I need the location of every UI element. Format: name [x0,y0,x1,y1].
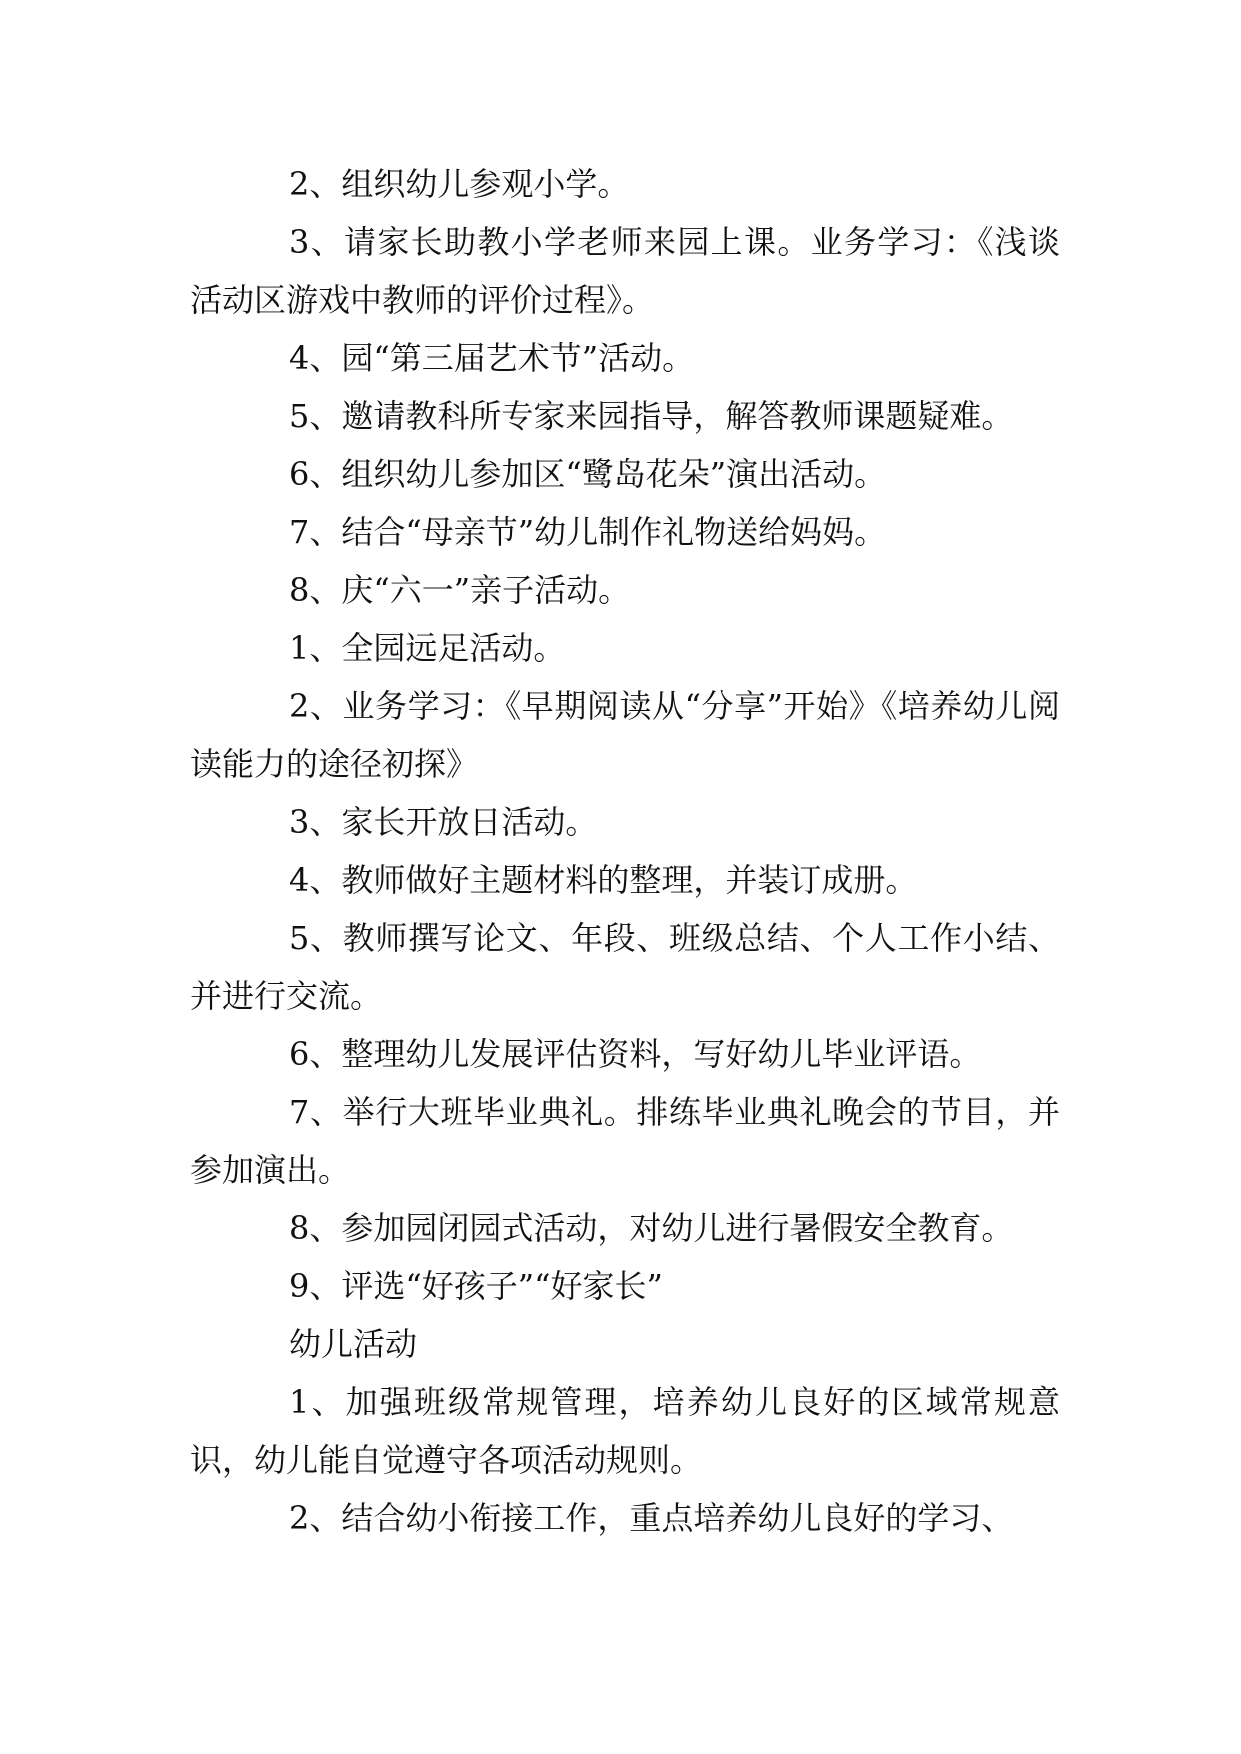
paragraph: 8、庆“六一”亲子活动。 [289,571,631,609]
paragraph: 7、结合“母亲节”幼儿制作礼物送给妈妈。 [289,513,887,551]
paragraph: 4、教师做好主题材料的整理，并装订成册。 [289,861,918,899]
document-page [190,155,1060,1547]
paragraph: 2、业务学习：《早期阅读从“分享”开始》《培养幼儿阅读能力的途径初探》 [190,687,1060,783]
paragraph: 5、邀请教科所专家来园指导，解答教师课题疑难。 [289,397,1014,435]
paragraph: 6、组织幼儿参加区“鹭岛花朵”演出活动。 [289,455,887,493]
paragraph: 5、教师撰写论文、年段、班级总结、个人工作小结、并进行交流。 [190,919,1060,1015]
paragraph: 2、组织幼儿参观小学。 [289,165,630,203]
paragraph: 3、请家长助教小学老师来园上课。业务学习：《浅谈活动区游戏中教师的评价过程》。 [190,223,1060,319]
section-heading: 幼儿活动 [289,1325,418,1363]
paragraph: 2、结合幼小衔接工作，重点培养幼儿良好的学习、 [289,1499,1014,1537]
paragraph: 7、举行大班毕业典礼。排练毕业典礼晚会的节目，并参加演出。 [190,1093,1060,1189]
paragraph: 8、参加园闭园式活动，对幼儿进行暑假安全教育。 [289,1209,1014,1247]
paragraph: 1、全园远足活动。 [289,629,566,667]
paragraph: 9、评选“好孩子”“好家长” [289,1267,663,1305]
paragraph: 1、加强班级常规管理，培养幼儿良好的区域常规意识，幼儿能自觉遵守各项活动规则。 [190,1383,1060,1479]
paragraph: 6、整理幼儿发展评估资料，写好幼儿毕业评语。 [289,1035,982,1073]
paragraph: 4、园“第三届艺术节”活动。 [289,339,695,377]
paragraph: 3、家长开放日活动。 [289,803,598,841]
